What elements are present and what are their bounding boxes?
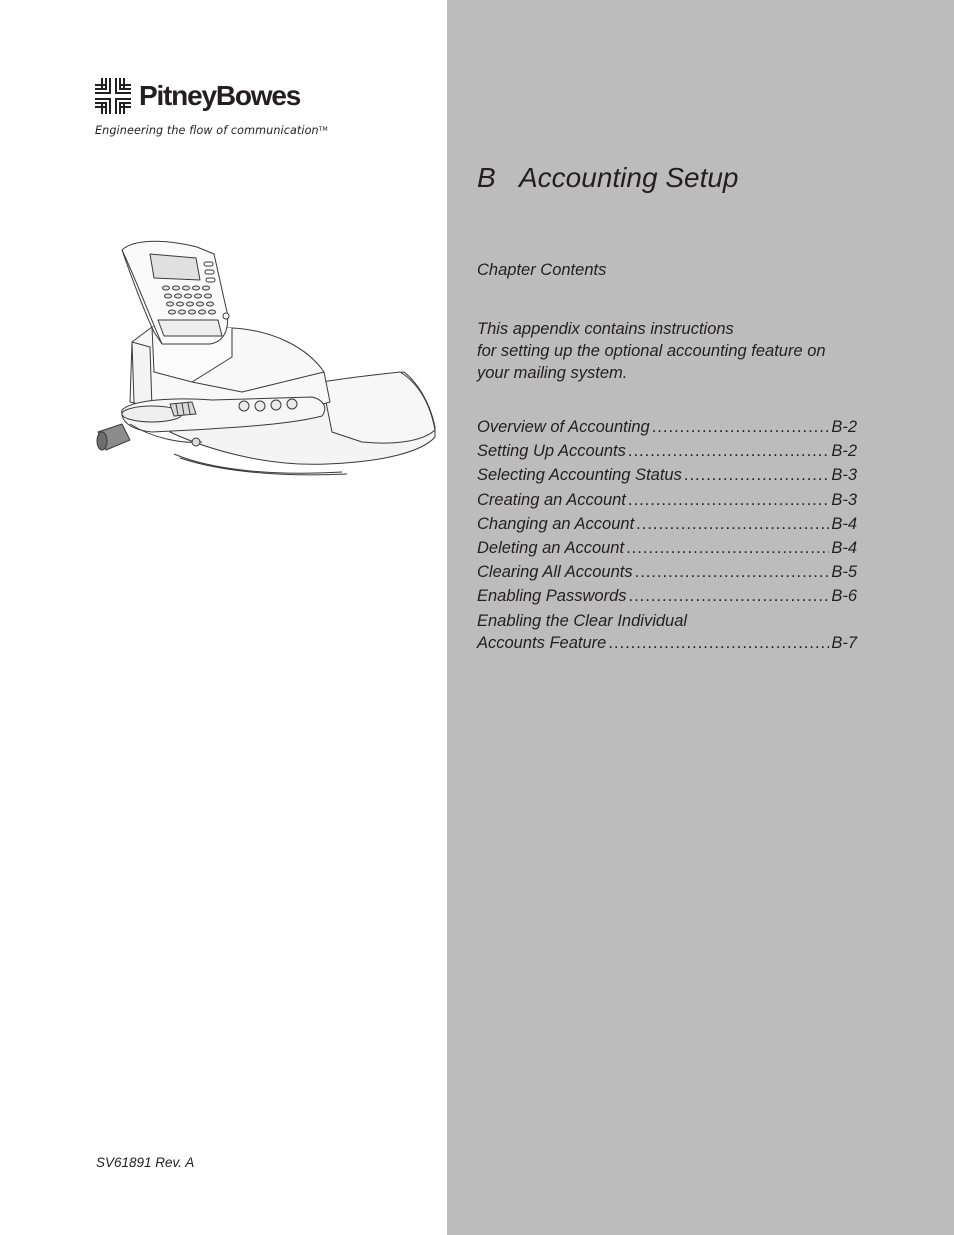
toc-entry-enabling-passwords[interactable] <box>477 585 857 609</box>
toc-entry-setting-up-accounts[interactable] <box>477 440 857 464</box>
toc-leader-dots <box>628 489 829 511</box>
left-panel <box>0 0 447 1235</box>
toc-leader-dots <box>636 513 829 535</box>
table-of-contents <box>477 416 857 656</box>
toc-leader-dots <box>652 416 830 438</box>
intro-line: for setting up the optional accounting feature on <box>477 342 826 360</box>
toc-entry-enabling-clear-individual-line1[interactable] <box>477 610 857 632</box>
toc-entry-page: B-2 <box>831 418 857 436</box>
toc-entry-selecting-accounting-status[interactable] <box>477 464 857 488</box>
toc-entry-label: Overview of Accounting <box>477 418 650 436</box>
logo-tagline <box>95 124 328 137</box>
toc-entry-page: B-4 <box>831 538 857 557</box>
toc-entry-page: B-3 <box>831 490 857 509</box>
chapter-letter: B <box>477 162 496 193</box>
trademark-mark: TM <box>318 126 328 133</box>
intro-line: This appendix contains instructions <box>477 320 734 338</box>
toc-entry-label: Creating an Account <box>477 490 626 509</box>
toc-entry-label: Setting Up Accounts <box>477 442 626 461</box>
toc-entry-enabling-clear-individual[interactable] <box>477 632 857 656</box>
toc-entry-label: Selecting Accounting Status <box>477 466 682 485</box>
logo-wordmark: PitneyBowes <box>139 80 301 111</box>
toc-entry-overview-of-accounting[interactable] <box>477 416 857 440</box>
document-code: SV61891 Rev. A <box>96 1155 195 1170</box>
toc-leader-dots <box>628 440 829 462</box>
toc-entry-label: Clearing All Accounts <box>477 563 633 582</box>
pitney-bowes-logo <box>95 78 335 144</box>
chapter-intro <box>477 318 877 384</box>
intro-line: your mailing system. <box>477 364 628 382</box>
toc-entry-changing-an-account[interactable] <box>477 513 857 537</box>
toc-leader-dots <box>626 537 829 559</box>
toc-entry-label: Enabling the Clear Individual <box>477 611 688 630</box>
pitney-bowes-logo-mark-icon <box>95 78 131 114</box>
toc-entry-label: Changing an Account <box>477 514 635 533</box>
toc-entry-page: B-5 <box>831 563 857 582</box>
toc-leader-dots <box>684 464 829 486</box>
chapter-contents-heading: Chapter Contents <box>477 261 607 279</box>
toc-entry-page: B-6 <box>831 587 857 606</box>
toc-entry-label: Deleting an Account <box>477 538 625 557</box>
toc-entry-creating-an-account[interactable] <box>477 489 857 513</box>
toc-entry-label: Accounts Feature <box>477 633 607 652</box>
toc-leader-dots <box>629 585 830 607</box>
toc-entry-page: B-2 <box>831 442 857 461</box>
toc-entry-label: Enabling Passwords <box>477 587 627 606</box>
chapter-title <box>477 160 739 196</box>
toc-entry-page: B-7 <box>831 633 857 652</box>
toc-leader-dots <box>635 561 830 583</box>
toc-entry-clearing-all-accounts[interactable] <box>477 561 857 585</box>
toc-entry-page: B-4 <box>831 514 857 533</box>
logo-tagline-text: Engineering the flow of communication <box>95 124 319 137</box>
toc-leader-dots <box>608 632 829 654</box>
chapter-title-text: Accounting Setup <box>519 162 739 193</box>
toc-entry-deleting-an-account[interactable] <box>477 537 857 561</box>
toc-entry-page: B-3 <box>831 466 857 485</box>
mailing-machine-illustration <box>92 232 442 477</box>
